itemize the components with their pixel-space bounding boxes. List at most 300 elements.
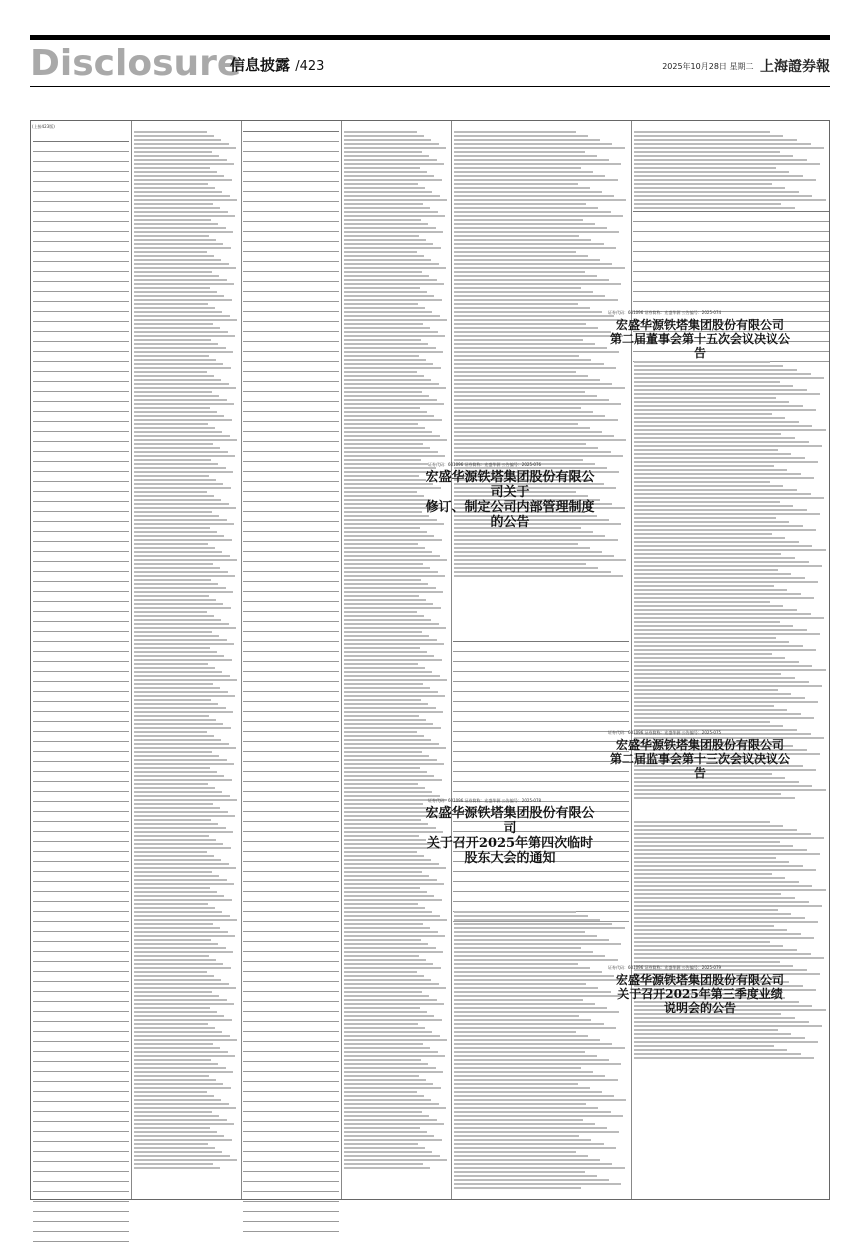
table-row — [243, 752, 339, 762]
text-line — [134, 339, 211, 341]
text-line — [634, 613, 811, 615]
table-row — [33, 392, 129, 402]
text-line — [454, 935, 597, 937]
text-line — [344, 1151, 432, 1153]
table-row — [33, 652, 129, 662]
text-line — [344, 943, 428, 945]
table-row — [243, 262, 339, 272]
text-line — [454, 155, 597, 157]
text-line — [344, 811, 438, 813]
text-line — [134, 1067, 226, 1069]
table-row — [33, 1002, 129, 1012]
text-line — [134, 839, 216, 841]
text-line — [634, 179, 816, 181]
text-line — [634, 489, 797, 491]
text-line — [344, 1115, 429, 1117]
text-line — [134, 379, 221, 381]
text-line — [344, 347, 436, 349]
text-line — [134, 535, 224, 537]
text-line — [134, 931, 228, 933]
table-row — [243, 902, 339, 912]
text-line — [134, 731, 207, 733]
text-line — [454, 443, 586, 445]
text-line — [634, 545, 812, 547]
text-line — [134, 455, 235, 457]
text-line — [454, 939, 609, 941]
table-row — [243, 332, 339, 342]
text-line — [634, 681, 809, 683]
text-line — [134, 1119, 227, 1121]
text-line — [134, 811, 228, 813]
text-line — [634, 781, 799, 783]
text-line — [344, 155, 429, 157]
text-line — [344, 415, 434, 417]
text-line — [134, 999, 227, 1001]
text-line — [344, 643, 444, 645]
table-row — [243, 652, 339, 662]
text-line — [454, 331, 611, 333]
text-line — [634, 821, 770, 823]
text-line — [134, 1047, 220, 1049]
table-row — [33, 362, 129, 372]
text-line — [134, 875, 219, 877]
text-line — [344, 335, 445, 337]
text-line — [134, 763, 234, 765]
column-5 — [451, 121, 632, 1199]
text-line — [454, 1039, 600, 1041]
text-line — [134, 347, 226, 349]
text-line — [634, 937, 814, 939]
text-line — [454, 539, 618, 541]
table-row — [243, 682, 339, 692]
text-line — [134, 1091, 207, 1093]
text-line — [634, 641, 789, 643]
page-content — [30, 120, 830, 1200]
text-line — [344, 1107, 446, 1109]
section-title-en: Disclosure — [30, 43, 242, 84]
text-line — [634, 139, 797, 141]
text-line — [454, 355, 579, 357]
text-line — [134, 1027, 215, 1029]
text-line — [344, 887, 420, 889]
text-line — [634, 593, 801, 595]
text-line — [134, 515, 219, 517]
text-line — [134, 719, 216, 721]
title-line: 股东大会的通知 — [464, 851, 556, 866]
text-line — [344, 775, 434, 777]
text-line — [454, 1147, 616, 1149]
text-line — [344, 1119, 437, 1121]
table-row — [33, 602, 129, 612]
text-line — [454, 1023, 604, 1025]
table-row — [33, 402, 129, 412]
title-line: 关于召开2025年第四次临时 — [426, 836, 594, 851]
date-line: 2025年10月28日 星期二 — [662, 62, 754, 71]
text-line — [134, 555, 230, 557]
text-line — [134, 219, 211, 221]
text-line — [134, 255, 214, 257]
text-line — [134, 939, 211, 941]
text-line — [134, 399, 227, 401]
text-line — [344, 587, 436, 589]
text-line — [134, 1147, 215, 1149]
text-line — [344, 311, 432, 313]
text-line — [454, 171, 593, 173]
text-line — [344, 139, 431, 141]
text-line — [344, 1123, 444, 1125]
text-line — [344, 899, 442, 901]
text-line — [134, 563, 213, 565]
text-line — [634, 191, 799, 193]
text-line — [134, 263, 229, 265]
text-line — [344, 731, 417, 733]
text-line — [134, 487, 231, 489]
text-line — [634, 925, 774, 927]
table-row — [33, 862, 129, 872]
text-line — [344, 1071, 443, 1073]
text-line — [634, 601, 770, 603]
table-row — [243, 182, 339, 192]
text-line — [344, 571, 438, 573]
table-row — [453, 742, 629, 752]
table-row — [33, 942, 129, 952]
text-line — [344, 791, 432, 793]
text-line — [344, 803, 423, 805]
table-row — [243, 522, 339, 532]
text-line — [134, 151, 212, 153]
table-row — [33, 782, 129, 792]
table-row — [33, 1012, 129, 1022]
text-line — [634, 905, 822, 907]
text-line — [344, 323, 423, 325]
text-line — [134, 1159, 237, 1161]
text-line — [454, 303, 578, 305]
text-line — [134, 635, 219, 637]
text-line — [344, 947, 436, 949]
text-line — [454, 1119, 583, 1121]
text-line — [634, 1017, 795, 1019]
text-line — [344, 315, 440, 317]
table-row — [243, 192, 339, 202]
table-row — [33, 242, 129, 252]
text-line — [454, 227, 607, 229]
text-line — [454, 215, 623, 217]
text-line — [134, 747, 236, 749]
text-line — [344, 443, 423, 445]
text-line — [344, 1095, 424, 1097]
text-line — [134, 943, 218, 945]
text-line — [134, 235, 209, 237]
text-line — [634, 449, 778, 451]
text-line — [134, 299, 232, 301]
text-line — [344, 239, 426, 241]
text-line — [134, 423, 208, 425]
text-line — [634, 409, 816, 411]
text-line — [634, 625, 793, 627]
table-row — [33, 352, 129, 362]
text-line — [344, 707, 436, 709]
text-line — [634, 437, 795, 439]
table-row — [633, 222, 829, 232]
text-line — [134, 979, 221, 981]
text-line — [634, 957, 824, 959]
text-line — [454, 243, 604, 245]
title-line: 第二届监事会第十三次会议决议公告 — [609, 752, 790, 780]
table-row — [33, 842, 129, 852]
text-line — [344, 211, 438, 213]
text-line — [344, 599, 426, 601]
text-line — [134, 187, 215, 189]
text-line — [454, 367, 616, 369]
text-line — [134, 291, 217, 293]
text-line — [134, 591, 233, 593]
table-row — [33, 322, 129, 332]
title-line: 宏盛华源铁塔集团股份有限公司 — [615, 738, 784, 752]
text-line — [344, 447, 430, 449]
text-line — [344, 839, 426, 841]
text-line — [634, 561, 809, 563]
text-line — [454, 547, 590, 549]
text-line — [134, 983, 229, 985]
text-line — [134, 539, 232, 541]
text-line — [344, 927, 430, 929]
text-line — [454, 255, 588, 257]
text-line — [634, 1037, 805, 1039]
text-line — [134, 671, 222, 673]
table-row — [33, 532, 129, 542]
text-line — [454, 391, 585, 393]
text-line — [134, 383, 229, 385]
text-line — [344, 271, 422, 273]
text-line — [454, 555, 614, 557]
text-line — [344, 763, 444, 765]
text-line — [344, 591, 443, 593]
text-line — [344, 539, 442, 541]
text-line — [454, 395, 597, 397]
table-row — [243, 472, 339, 482]
article-title — [605, 973, 795, 1015]
text-line — [134, 675, 230, 677]
text-line — [454, 1067, 581, 1069]
text-line — [454, 263, 612, 265]
article-code-line: 证券代码：601096 证券简称：宏盛华源 公告编号：2025-076 — [428, 462, 542, 467]
text-line — [454, 399, 609, 401]
text-line — [344, 787, 425, 789]
text-line — [634, 541, 799, 543]
text-line — [134, 595, 209, 597]
text-line — [634, 131, 770, 133]
text-line — [454, 531, 593, 533]
text-line — [454, 1059, 609, 1061]
text-line — [454, 151, 585, 153]
text-line — [344, 835, 419, 837]
table-row — [243, 442, 339, 452]
text-line — [634, 929, 787, 931]
text-line — [454, 407, 581, 409]
text-line — [344, 459, 421, 461]
text-line — [634, 453, 791, 455]
text-line — [134, 787, 215, 789]
text-line — [634, 585, 774, 587]
text-line — [134, 627, 236, 629]
table-row — [453, 692, 629, 702]
table-row — [33, 572, 129, 582]
text-line — [344, 727, 441, 729]
text-line — [454, 975, 614, 977]
text-line — [344, 771, 427, 773]
text-line — [344, 227, 436, 229]
table-row — [243, 1182, 339, 1192]
table-row — [33, 512, 129, 522]
text-line — [344, 131, 417, 133]
text-line — [134, 871, 212, 873]
text-line — [134, 775, 224, 777]
text-line — [134, 191, 222, 193]
text-line — [134, 679, 237, 681]
table-row — [243, 872, 339, 882]
text-line — [344, 171, 427, 173]
text-line — [454, 347, 607, 349]
table-row — [33, 562, 129, 572]
text-line — [344, 743, 439, 745]
text-line — [134, 163, 234, 165]
text-line — [134, 987, 236, 989]
table-row — [33, 1212, 129, 1222]
text-line — [344, 1143, 418, 1145]
text-line — [634, 617, 824, 619]
table-row — [33, 612, 129, 622]
text-line — [454, 403, 621, 405]
table-row — [33, 1122, 129, 1132]
text-line — [134, 1167, 220, 1169]
table-row — [243, 202, 339, 212]
text-line — [344, 907, 425, 909]
text-line — [634, 897, 795, 899]
text-line — [454, 1163, 612, 1165]
text-line — [134, 503, 229, 505]
text-line — [454, 999, 583, 1001]
table-row — [33, 642, 129, 652]
text-line — [134, 375, 214, 377]
text-line — [134, 159, 227, 161]
text-line — [134, 199, 237, 201]
text-line — [134, 575, 235, 577]
text-line — [344, 339, 421, 341]
table-row — [33, 732, 129, 742]
text-line — [454, 251, 576, 253]
text-line — [454, 923, 612, 925]
table-row — [243, 922, 339, 932]
text-line — [344, 667, 425, 669]
table-row — [243, 1092, 339, 1102]
text-line — [634, 135, 783, 137]
text-line — [454, 207, 598, 209]
text-line — [134, 211, 228, 213]
text-line — [134, 887, 210, 889]
text-line — [454, 559, 626, 561]
text-line — [134, 287, 210, 289]
text-line — [344, 923, 423, 925]
text-line — [344, 1075, 419, 1077]
table-row — [33, 1102, 129, 1112]
text-line — [134, 803, 213, 805]
text-line — [634, 869, 816, 871]
table-row — [33, 972, 129, 982]
text-line — [634, 909, 778, 911]
text-line — [134, 139, 221, 141]
table-row — [243, 1052, 339, 1062]
table-row — [33, 142, 129, 152]
text-line — [134, 1019, 232, 1021]
text-line — [344, 967, 441, 969]
text-line — [344, 1083, 433, 1085]
text-line — [454, 1003, 595, 1005]
text-line — [134, 135, 214, 137]
table-row — [33, 292, 129, 302]
text-line — [134, 1071, 233, 1073]
table-row — [243, 512, 339, 522]
text-line — [454, 1075, 605, 1077]
text-line — [634, 789, 826, 791]
text-line — [634, 537, 785, 539]
text-line — [454, 911, 576, 913]
page-number: /423 — [295, 59, 325, 74]
text-line — [344, 623, 439, 625]
text-line — [134, 1031, 222, 1033]
table-row — [33, 692, 129, 702]
text-line — [344, 1039, 447, 1041]
table-row — [243, 722, 339, 732]
table-row — [243, 372, 339, 382]
text-line — [454, 223, 595, 225]
text-line — [344, 363, 433, 365]
text-line — [134, 883, 234, 885]
text-line — [344, 259, 431, 261]
text-line — [634, 421, 799, 423]
text-line — [344, 451, 438, 453]
text-line — [134, 771, 217, 773]
text-line — [454, 1187, 581, 1189]
text-line — [454, 231, 619, 233]
table-row — [633, 282, 829, 292]
text-line — [634, 203, 781, 205]
table-row — [33, 822, 129, 832]
text-line — [344, 935, 445, 937]
text-line — [454, 371, 576, 373]
text-line — [134, 483, 223, 485]
text-line — [454, 1011, 619, 1013]
text-line — [634, 785, 812, 787]
text-line — [134, 443, 213, 445]
text-line — [134, 1055, 235, 1057]
text-line — [454, 567, 598, 569]
text-line — [134, 907, 215, 909]
text-line — [454, 1111, 611, 1113]
text-line — [344, 351, 443, 353]
text-line — [134, 247, 231, 249]
text-line — [134, 743, 229, 745]
text-line — [454, 439, 626, 441]
text-line — [634, 425, 812, 427]
text-line — [344, 1087, 441, 1089]
text-line — [134, 279, 227, 281]
article-title — [425, 806, 595, 866]
text-line — [344, 411, 427, 413]
text-line — [634, 143, 811, 145]
text-line — [344, 579, 421, 581]
text-line — [134, 531, 217, 533]
table-row — [33, 1062, 129, 1072]
